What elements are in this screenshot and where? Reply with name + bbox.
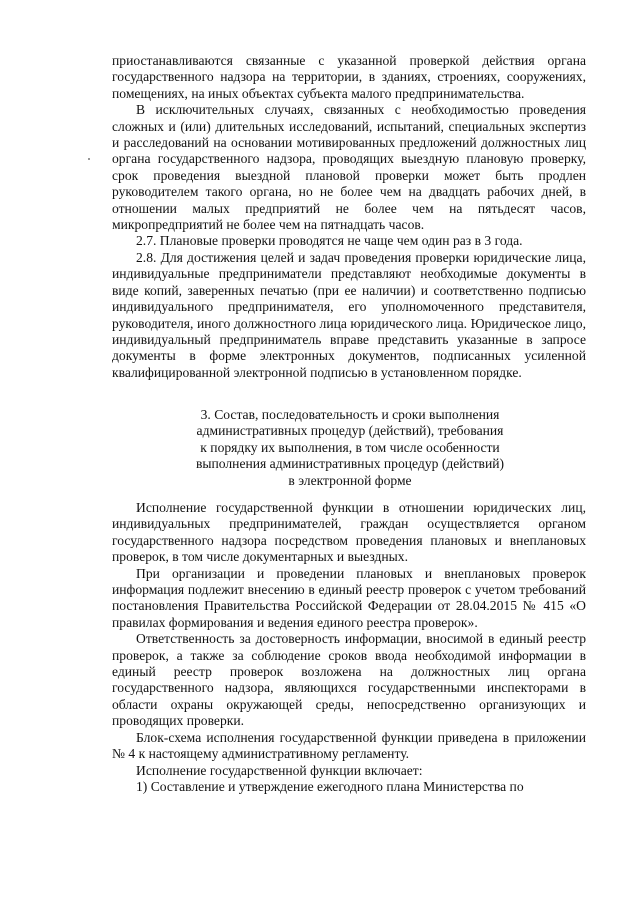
section-heading-line: выполнения административных процедур (действий) xyxy=(195,456,505,472)
paragraph-exceptional-cases: В исключительных случаях, связанных с необходимостью проведения сложных и (или) длительных исследований, испытаний, специальных экспертиз и расследований на основании мотивированных предложений должностных лиц органа государственного надзора, проводящих выездную плановую проверку, срок проведения выездной плановой проверки может быть продлен руководителем такого органа, но не более чем на двадцать рабочих дней, в отношении малых предприятий не более чем на пятьдесят часов, микропредприятий не более чем на пятнадцать часов. xyxy=(112,102,586,233)
paragraph-responsibility: Ответственность за достоверность информации, вносимой в единый реестр проверок, а также за соблюдение сроков ввода необходимой информации в единый реестр проверок возложена на должностных лиц органа государственного надзора, являющихся государственными инспекторами в области охраны окружающей среды, непосредственно организующих и проводящих проверки. xyxy=(112,631,586,729)
paragraph-2-7: 2.7. Плановые проверки проводятся не чаще чем один раз в 3 года. xyxy=(136,233,523,249)
text-block-bottom xyxy=(112,500,586,795)
paragraph-includes: Исполнение государственной функции включает: xyxy=(136,762,423,778)
paragraph-flowchart: Блок-схема исполнения государственной функции приведена в приложении № 4 к настоящему административному регламенту. xyxy=(112,729,586,762)
section-heading-line: 3. Состав, последовательность и сроки выполнения xyxy=(200,407,500,422)
scan-dot xyxy=(88,158,90,160)
section-heading-line: административных процедур (действий), требования xyxy=(196,423,504,439)
section-heading xyxy=(140,407,560,489)
paragraph-registry: При организации и проведении плановых и внеплановых проверок информация подлежит внесению в единый реестр проверок с учетом требований постановления Правительства Российской Федерации от 28.04.2015 № 415 «О правилах формирования и ведения единого реестра проверок». xyxy=(112,565,586,630)
section-heading-line: в электронной форме xyxy=(288,472,412,488)
paragraph-item-1: 1) Составление и утверждение ежегодного плана Министерства по xyxy=(136,778,524,794)
text-block-top xyxy=(112,53,586,381)
paragraph-2-8: 2.8. Для достижения целей и задач проведения проверки юридические лица, индивидуальные предприниматели представляют необходимые документы в виде копий, заверенных печатью (при ее наличии) и соответственно подписью индивидуального предпринимателя, его уполномоченного представителя, руководителя, иного должностного лица юридического лица. Юридическое лицо, индивидуальный предприниматель вправе представить указанные в запросе документы в форме электронных документов, подписанных усиленной квалифицированной электронной подписью в установленном порядке. xyxy=(112,249,586,380)
paragraph-continuation: приостанавливаются связанные с указанной проверкой действия органа государственного надзора на территории, в зданиях, строениях, сооружениях, помещениях, на иных объектах субъекта малого предпринимательства. xyxy=(112,53,586,101)
paragraph-execution: Исполнение государственной функции в отношении юридических лиц, индивидуальных предпринимателей, граждан осуществляется органом государственного надзора посредством проведения плановых и внеплановых проверок, в том числе документарных и выездных. xyxy=(112,500,586,565)
section-heading-line: к порядку их выполнения, в том числе особенности xyxy=(200,439,500,455)
